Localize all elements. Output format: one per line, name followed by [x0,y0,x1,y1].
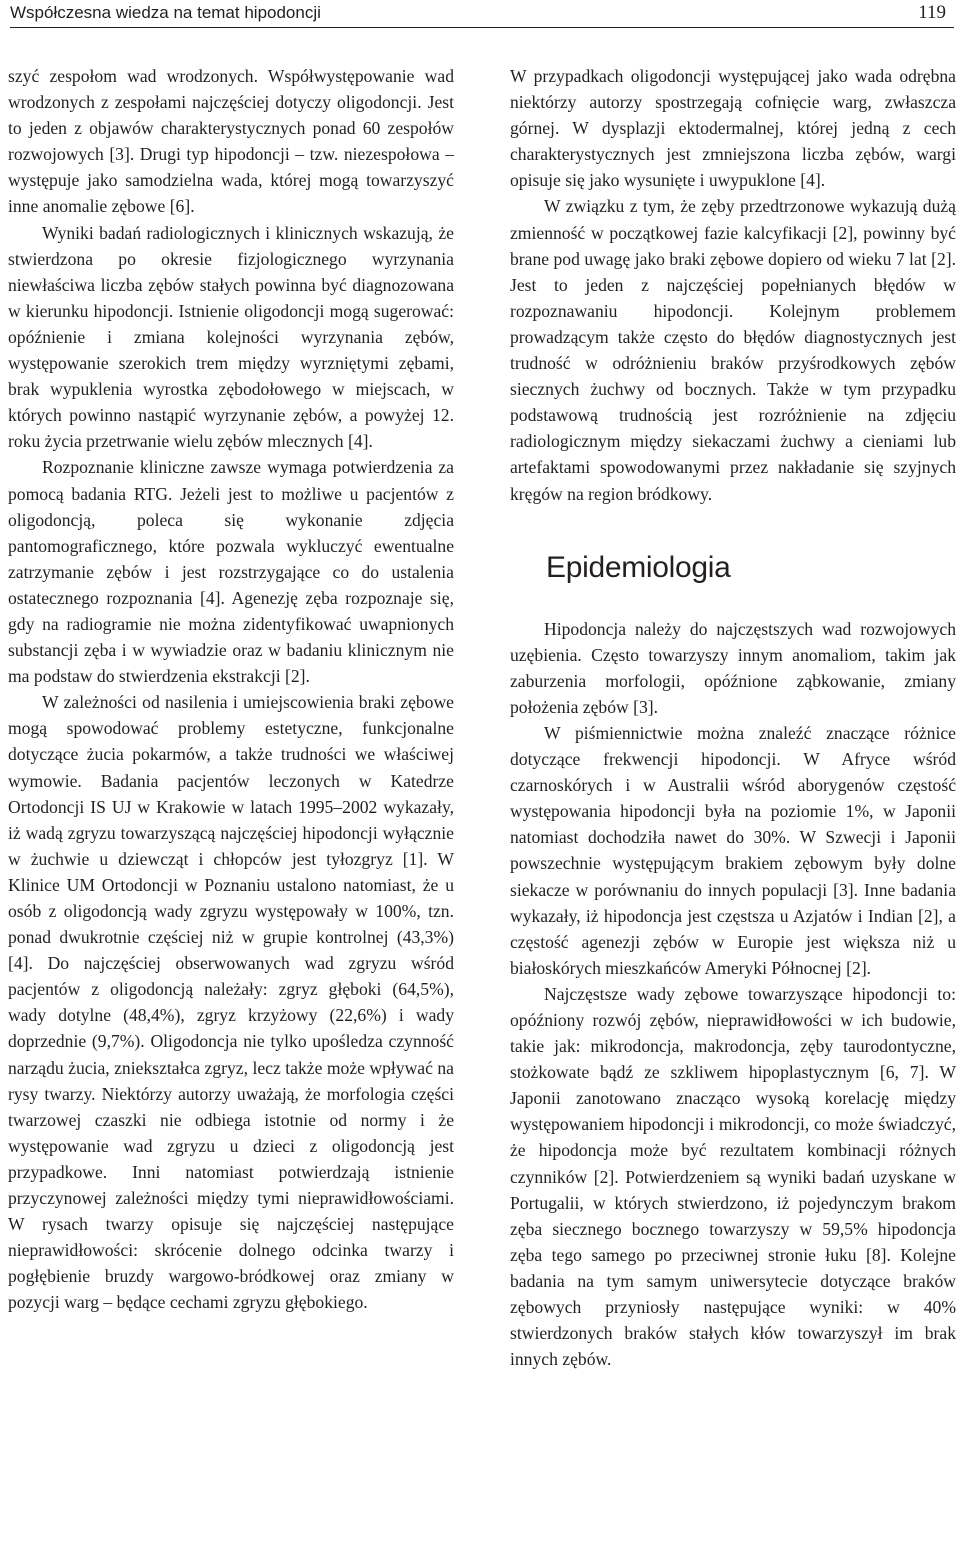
body-paragraph: W zależności od nasilenia i umiejscowienia braki zębowe mogą spowodować problemy estetyczne, funkcjonalne dotyczące żucia pokarmów, a także trudności we właściwej wymowie. Badania pacjentów leczonych w Katedrze Ortodoncji IS UJ w Krakowie w latach 1995–2002 wykazały, iż wadą zgryzu towarzyszącą najczęściej hipodoncji wyłącznie w żuchwie u dziewcząt i chłopców jest tyłozgryz [1]. W Klinice UM Ortodoncji w Poznaniu ustalono natomiast, że u osób z oligodoncją wady zgryzu występowały w 100%, tzn. ponad dwukrotnie częściej niż w grupie kontrolnej (43,3%) [4]. Do najczęściej obserwowanych wad zgryzu wśród pacjentów z oligodoncją należały: zgryz głęboki (64,5%), wady dotylne (48,4%), zgryz krzyżowy (22,6%) i wady doprzednie (9,7%). Oligodoncja nie tylko upośledza czynność narządu żucia, zniekształca zgryz, lecz także może wpływać na rysy twarzy. Niektórzy autorzy uważają, że morfologia części twarzowej czaszki nie odbiega istotnie od normy i że występowanie wad zgryzu u dzieci z oligodoncją jest przypadkowe. Inni natomiast potwierdzają istnienie przyczynowej zależności między tymi nieprawidłowościami. W rysach twarzy opisuje się najczęściej następujące nieprawidłowości: skrócenie dolnego odcinka twarzy i pogłębienie bruzdy wargowo-bródkowej oraz zmiany w pozycji warg – będące cechami zgryzu głębokiego. [8,692,454,1313]
left-column [8,63,454,1316]
body-paragraph: Hipodoncja należy do najczęstszych wad rozwojowych uzębienia. Często towarzyszy innym anomaliom, takim jak zaburzenia morfologii, opóźnione ząbkowanie, zmiany położenia zębów [3]. [510,618,956,717]
body-paragraph: W piśmiennictwie można znaleźć znaczące różnice dotyczące frekwencji hipodoncji. W Afryce wśród czarnoskórych i w Australii wśród aborygenów częstość występowania hipodoncji była na poziomie 1%, w Japonii natomiast dochodziła nawet do 30%. W Szwecji i Japonii powszechnie występującym brakiem zębowym były dolne siekacze w porównaniu do innych populacji [3]. Inne badania wykazały, iż hipodoncja jest częstsza u Azjatów i Indian [2], a częstość agenezji zębów w Europie jest większa niż u białoskórych mieszkańców Ameryki Północnej [2]. [510,722,956,978]
body-paragraph: W przypadkach oligodoncji występującej jako wada odrębna niektórzy autorzy spostrzegają cofnięcie warg, zwłaszcza górnej. W dysplazji ektodermalnej, której jedną z cech charakterystycznych jest zmniejszona liczba zębów, wargi opisuje się jako wysunięte i uwypuklone [4]. [510,66,956,191]
body-paragraph: Rozpoznanie kliniczne zawsze wymaga potwierdzenia za pomocą badania RTG. Jeżeli jest to możliwe u pacjentów z oligodoncją, poleca się wykonanie zdjęcia pantomograficznego, które pozwala wykluczyć ewentualne zatrzymanie zębów i jest rozstrzygające co do ustalenia ostatecznego rozpoznania [4]. Agenezję zęba rozpoznaje się, gdy na radiogramie nie można zidentyfikować uwapnionych substancji zęba i w wywiadzie oraz w badaniu klinicznym nie ma podstaw do stwierdzenia ekstrakcji [2]. [8,457,454,687]
section-heading: Epidemiologia [546,550,731,584]
body-paragraph: Wyniki badań radiologicznych i klinicznych wskazują, że stwierdzona po okresie fizjologicznego wyrzynania niewłaściwa liczba zębów stałych powinna być diagnozowana w kierunku hipodoncji. Istnienie oligodoncji mogą sugerować: opóźnienie i zmiana kolejności wyrzynania zębów, występowanie szerokich trem między wyrzniętymi zębami, brak wypuklenia wyrostka zębodołowego w miejscach, w których powinno nastąpić wyrzynanie zębów, a powyżej 12. roku życia przetrwanie wielu zębów mlecznych [4]. [8,222,454,452]
body-paragraph: Najczęstsze wady zębowe towarzyszące hipodoncji to: opóźniony rozwój zębów, nieprawidłowości w ich budowie, takie jak: mikrodoncja, makrodoncja, zęby taurodontyczne, stożkowate bądź ze szkliwem hipoplastycznym [6, 7]. W Japonii zanotowano znacząco wysoką korelację między występowaniem hipodoncji i mikrodoncji, co może świadczyć, że hipodoncja może być rezultatem kombinacji różnych czynników [2]. Potwierdzeniem są wyniki badań uzyskane w Portugalii, w których stwierdzono, iż pojedynczym brakom zęba siecznego bocznego towarzyszy w 59,5% hipodoncja zęba tego samego po przeciwnej stronie łuku [8]. Kolejne badania na tym samym uniwersytecie dotyczące braków zębowych przyniosły następujące wyniki: w 40% stwierdzonych braków stałych kłów towarzyszył im brak innych zębów. [510,983,956,1370]
running-header [10,0,954,28]
right-column [510,63,956,1372]
body-paragraph: W związku z tym, że zęby przedtrzonowe wykazują dużą zmienność w początkowej fazie kalcyfikacji [2], powinny być brane pod uwagę jako braki zębowe dopiero od wieku 7 lat [2]. Jest to jeden z najczęściej popełnianych błędów w rozpoznawaniu hipodoncji. Kolejnym problemem prowadzącym także często do błędów diagnostycznych jest trudność w odróżnieniu braków przyśrodkowych zębów siecznych żuchwy od bocznych. Także w tym przypadku podstawową trudnością jest rozróżnienie na zdjęciu radiologicznym między siekaczami żuchwy a cieniami lub artefaktami spowodowanymi przez nakładanie się szyjnych kręgów na region bródkowy. [510,196,956,504]
body-paragraph: szyć zespołom wad wrodzonych. Współwystępowanie wad wrodzonych z zespołami najczęściej dotyczy oligodoncji. Jest to jeden z objawów charakterystycznych ponad 60 zespołów rozwojowych [3]. Drugi typ hipodoncji – tzw. niezespołowa – występuje jako samodzielna wada, której mogą towarzyszyć inne anomalie zębowe [6]. [8,66,454,217]
running-title: Współczesna wiedza na temat hipodoncji [10,3,321,22]
page-number: 119 [918,2,946,23]
